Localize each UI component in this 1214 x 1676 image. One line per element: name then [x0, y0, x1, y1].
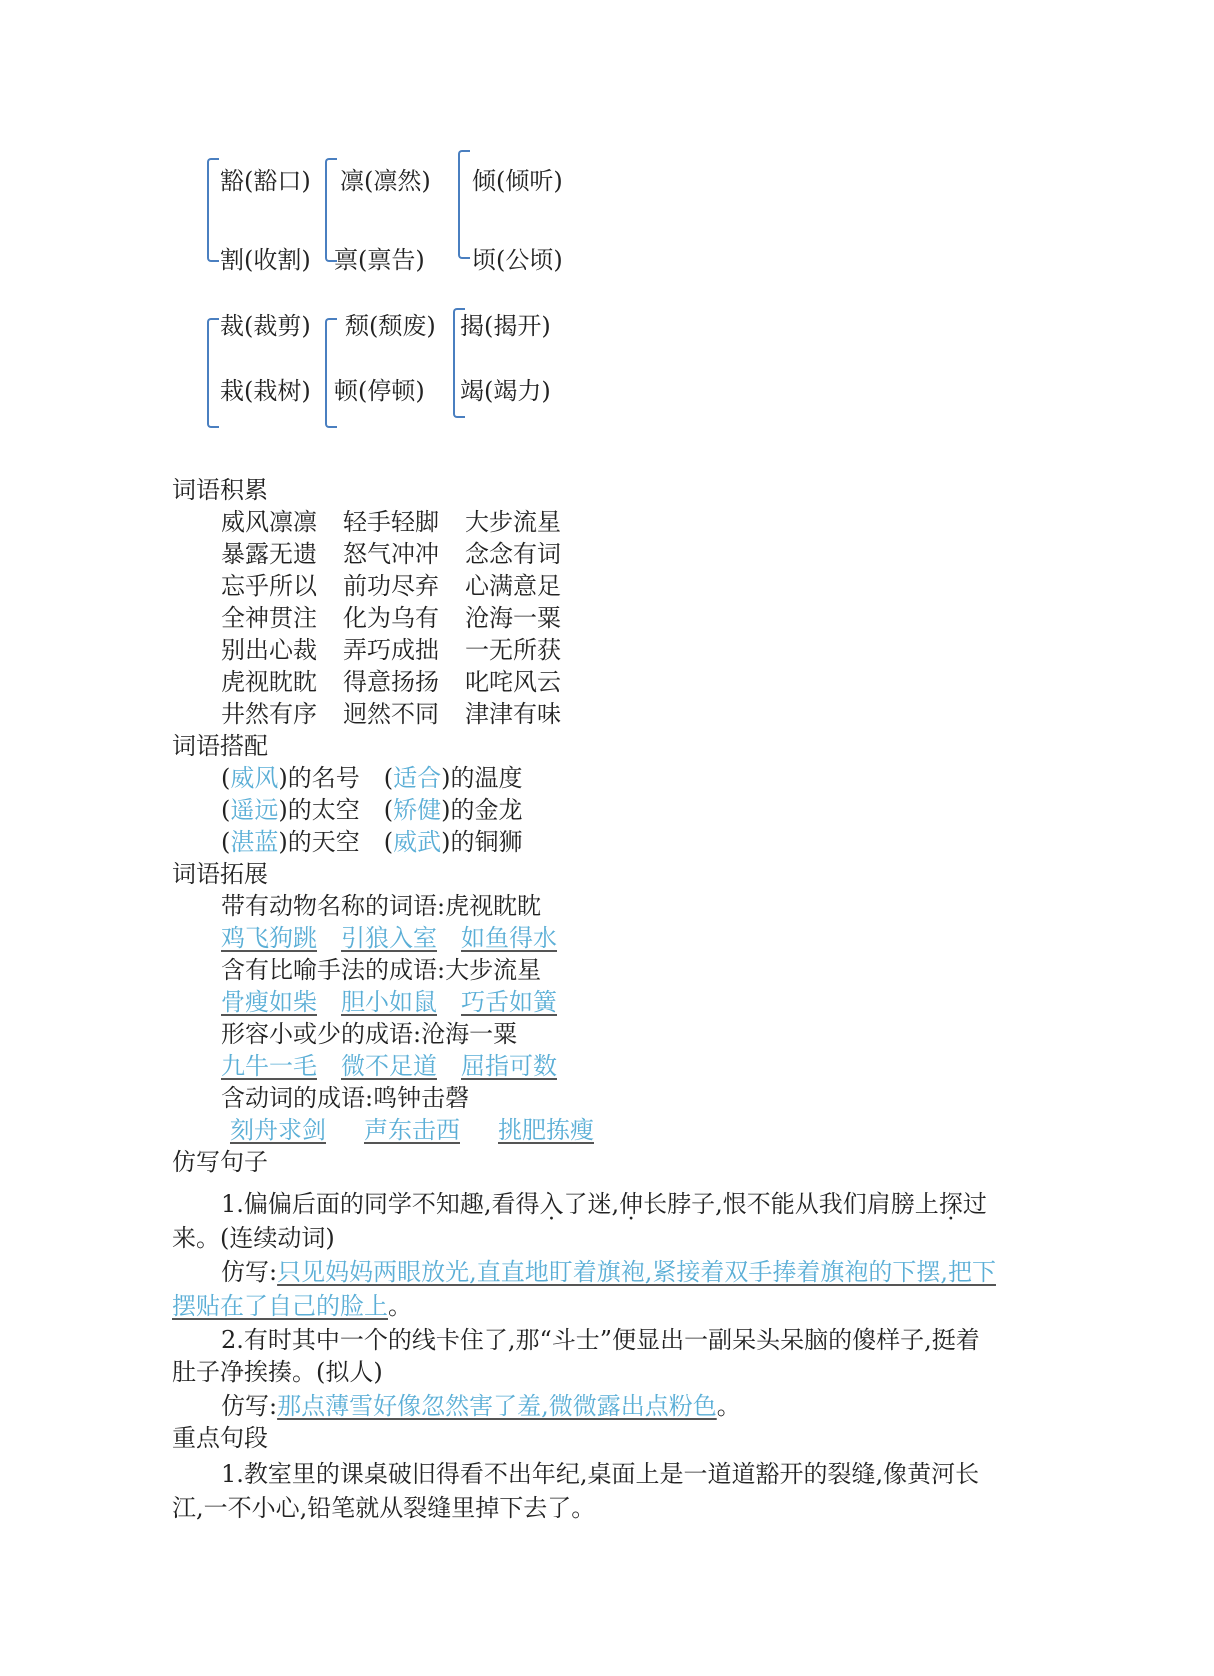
idiom: 念念有词: [465, 540, 561, 568]
idiom: 暴露无遗: [221, 540, 317, 568]
answer-idiom: 鸡飞狗跳: [221, 924, 317, 952]
idiom: 怒气冲冲: [343, 540, 439, 568]
idiom: 沧海一粟: [465, 604, 561, 632]
emphasis-char: 伸: [619, 1190, 644, 1218]
char-top-6: 揭(揭开): [460, 312, 551, 340]
collocation-rest: 的太空: [287, 796, 360, 824]
char-top-2: 凛(凛然): [340, 167, 431, 195]
idiom: 威风凛凛: [221, 508, 317, 536]
collocation-fill: 威武: [393, 828, 442, 856]
imitation-label: 仿写:: [221, 1258, 278, 1286]
collocation-row-2: (遥远)的太空 (矫健)的金龙: [221, 796, 523, 824]
collocation-rest: 的温度: [450, 764, 523, 792]
idiom-row-3: [221, 570, 587, 602]
idiom: 心满意足: [465, 572, 561, 600]
imitation-answer: 只见妈妈两眼放光,直直地盯着旗袍,紧接着双手捧着旗袍的下摆,把下: [277, 1258, 996, 1286]
char-top-5: 颓(颓废): [345, 312, 436, 340]
imitation-answer: 那点薄雪好像忽然害了羞,微微露出点粉色: [277, 1392, 717, 1420]
idiom: 弄巧成拙: [343, 636, 439, 664]
collocation-fill: 矫健: [393, 796, 442, 824]
answer-idiom: 挑肥拣瘦: [498, 1116, 594, 1144]
idiom-row-1: [221, 506, 587, 538]
char-bottom-6: 竭(竭力): [460, 377, 551, 405]
collocation-rest: 的铜狮: [450, 828, 523, 856]
text-run: 过: [962, 1190, 987, 1218]
idiom-row-7: [221, 698, 587, 730]
idiom: 别出心裁: [221, 636, 317, 664]
idiom: 一无所获: [465, 636, 561, 664]
collocation-rest: 的天空: [287, 828, 360, 856]
bracket-3: [458, 150, 470, 259]
idiom: 前功尽弃: [343, 572, 439, 600]
sentence-1-line-2: 来。(连续动词): [172, 1224, 335, 1252]
section-imitate-heading: 仿写句子: [172, 1148, 268, 1176]
collocation-row-3: (湛蓝)的天空 (威武)的铜狮: [221, 828, 523, 856]
answer-idiom: 九牛一毛: [221, 1052, 317, 1080]
sentence-1-line-1: [221, 1188, 987, 1220]
sentence-2-line-1: 2.有时其中一个的线卡住了,那“斗士”便显出一副呆头呆脑的傻样子,挺着: [221, 1326, 980, 1354]
answer-idiom: 骨瘦如柴: [221, 988, 317, 1016]
section-accumulate-heading: 词语积累: [172, 476, 268, 504]
idiom: 迥然不同: [343, 700, 439, 728]
emphasis-char: 探: [938, 1190, 963, 1218]
bracket-4: [207, 318, 219, 428]
section-key-heading: 重点句段: [172, 1424, 268, 1452]
answer-idiom: 声东击西: [364, 1116, 460, 1144]
char-top-4: 裁(裁剪): [220, 312, 311, 340]
char-bottom-4: 栽(栽树): [220, 377, 311, 405]
text-run: 长脖子,恨不能从我们肩膀上: [643, 1190, 939, 1218]
idiom: 津津有味: [465, 700, 561, 728]
sentence-2-line-2: 肚子净挨揍。(拟人): [172, 1358, 383, 1386]
char-bottom-3: 顷(公顷): [472, 246, 563, 274]
bracket-5: [325, 318, 337, 428]
collocation-fill: 威风: [230, 764, 279, 792]
extension-label-2: 含有比喻手法的成语:大步流星: [221, 956, 542, 984]
imitation-answer: 摆贴在了自己的脸上: [172, 1292, 388, 1320]
idiom-row-5: [221, 634, 587, 666]
extension-answers-1: [221, 922, 581, 954]
answer-idiom: 引狼入室: [341, 924, 437, 952]
text-run: 1.偏偏后面的同学不知趣,看得: [221, 1190, 540, 1218]
idiom-row-4: [221, 602, 587, 634]
text-run: 了迷,: [563, 1190, 620, 1218]
collocation-fill: 适合: [393, 764, 442, 792]
imitation-label: 仿写:: [221, 1392, 278, 1420]
idiom-row-2: [221, 538, 587, 570]
idiom: 化为乌有: [343, 604, 439, 632]
collocation-rest: 的名号: [287, 764, 360, 792]
idiom: 忘乎所以: [221, 572, 317, 600]
imitation-1-line-1: [221, 1256, 996, 1288]
idiom: 虎视眈眈: [221, 668, 317, 696]
emphasis-char: 入: [539, 1190, 564, 1218]
answer-idiom: 胆小如鼠: [341, 988, 437, 1016]
text-run: 。: [388, 1292, 412, 1320]
extension-label-1: 带有动物名称的词语:虎视眈眈: [221, 892, 542, 920]
extension-answers-2: [221, 986, 581, 1018]
idiom: 全神贯注: [221, 604, 317, 632]
answer-idiom: 微不足道: [341, 1052, 437, 1080]
char-top-3: 倾(倾听): [472, 167, 563, 195]
text-run: 。: [716, 1392, 741, 1420]
collocation-fill: 遥远: [230, 796, 279, 824]
key-passage-line-2: 江,一不小心,铅笔就从裂缝里掉下去了。: [172, 1494, 596, 1522]
collocation-rest: 的金龙: [450, 796, 523, 824]
collocation-row-1: (威风)的名号 (适合)的温度: [221, 764, 523, 792]
idiom: 井然有序: [221, 700, 317, 728]
imitation-2: [221, 1390, 741, 1422]
idiom-row-6: [221, 666, 587, 698]
char-bottom-2: 禀(禀告): [334, 246, 425, 274]
answer-idiom: 巧舌如簧: [461, 988, 557, 1016]
idiom: 轻手轻脚: [343, 508, 439, 536]
extension-label-4: 含动词的成语:鸣钟击磬: [221, 1084, 470, 1112]
idiom: 得意扬扬: [343, 668, 439, 696]
section-collocation-heading: 词语搭配: [172, 732, 268, 760]
imitation-1-line-2: [172, 1290, 412, 1322]
key-passage-line-1: 1.教室里的课桌破旧得看不出年纪,桌面上是一道道豁开的裂缝,像黄河长: [221, 1460, 980, 1488]
idiom: 大步流星: [465, 508, 561, 536]
char-bottom-5: 顿(停顿): [334, 377, 425, 405]
extension-answers-4: [230, 1114, 618, 1146]
extension-answers-3: [221, 1050, 581, 1082]
answer-idiom: 如鱼得水: [461, 924, 557, 952]
answer-idiom: 刻舟求剑: [230, 1116, 326, 1144]
char-top-1: 豁(豁口): [220, 167, 311, 195]
collocation-fill: 湛蓝: [230, 828, 279, 856]
idiom: 叱咤风云: [465, 668, 561, 696]
answer-idiom: 屈指可数: [461, 1052, 557, 1080]
bracket-1: [207, 158, 219, 262]
extension-label-3: 形容小或少的成语:沧海一粟: [221, 1020, 518, 1048]
char-bottom-1: 割(收割): [220, 246, 311, 274]
section-extend-heading: 词语拓展: [172, 860, 268, 888]
